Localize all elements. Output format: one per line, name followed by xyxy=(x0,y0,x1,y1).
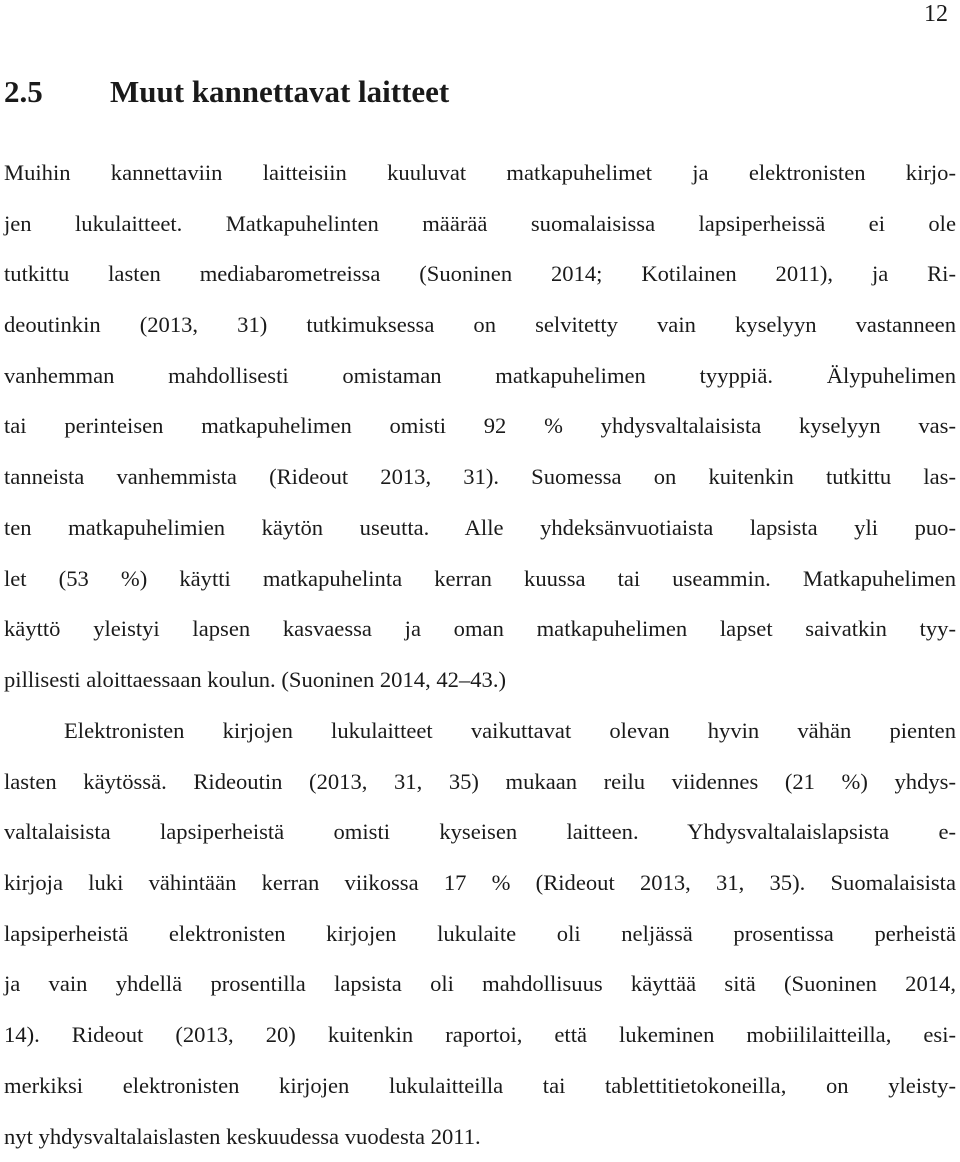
paragraph-line: tutkittu lasten mediabarometreissa (Suoninen 2014; Kotilainen 2011), ja Ri- xyxy=(4,249,956,300)
paragraph-line: pillisesti aloittaessaan koulun. (Suoninen 2014, 42–43.) xyxy=(4,655,956,706)
paragraph-line: deoutinkin (2013, 31) tutkimuksessa on selvitetty vain kyselyyn vastanneen xyxy=(4,300,956,351)
paragraph-line: ja vain yhdellä prosentilla lapsista oli mahdollisuus käyttää sitä (Suoninen 2014, xyxy=(4,959,956,1010)
paragraph-line: vanhemman mahdollisesti omistaman matkapuhelimen tyyppiä. Älypuhelimen xyxy=(4,351,956,402)
paragraph-line: jen lukulaitteet. Matkapuhelinten määrää suomalaisissa lapsiperheissä ei ole xyxy=(4,199,956,250)
section-title: Muut kannettavat laitteet xyxy=(110,74,449,109)
paragraph-line: lasten käytössä. Rideoutin (2013, 31, 35) mukaan reilu viidennes (21 %) yhdys- xyxy=(4,757,956,808)
section-number: 2.5 xyxy=(4,72,110,112)
page-number: 12 xyxy=(924,2,948,26)
paragraph-line: tanneista vanhemmista (Rideout 2013, 31). Suomessa on kuitenkin tutkittu las- xyxy=(4,452,956,503)
paragraph-line: käyttö yleistyi lapsen kasvaessa ja oman matkapuhelimen lapset saivatkin tyy- xyxy=(4,604,956,655)
paragraph-ebook-readers xyxy=(4,706,956,1162)
paragraph-mobile-phones xyxy=(4,148,956,706)
paragraph-line: Elektronisten kirjojen lukulaitteet vaikuttavat olevan hyvin vähän pienten xyxy=(4,706,956,757)
paragraph-line: ten matkapuhelimien käytön useutta. Alle yhdeksänvuotiaista lapsista yli puo- xyxy=(4,503,956,554)
paragraph-line: lapsiperheistä elektronisten kirjojen lukulaite oli neljässä prosentissa perheistä xyxy=(4,909,956,960)
paragraph-line: merkiksi elektronisten kirjojen lukulaitteilla tai tablettitietokoneilla, on yleisty- xyxy=(4,1061,956,1112)
paragraph-line: Muihin kannettaviin laitteisiin kuuluvat matkapuhelimet ja elektronisten kirjo- xyxy=(4,148,956,199)
section-heading xyxy=(4,72,449,112)
paragraph-line: let (53 %) käytti matkapuhelinta kerran kuussa tai useammin. Matkapuhelimen xyxy=(4,554,956,605)
paragraph-line: tai perinteisen matkapuhelimen omisti 92 % yhdysvaltalaisista kyselyyn vas- xyxy=(4,401,956,452)
paragraph-line: valtalaisista lapsiperheistä omisti kyseisen laitteen. Yhdysvaltalaislapsista e- xyxy=(4,807,956,858)
paragraph-line: kirjoja luki vähintään kerran viikossa 17 % (Rideout 2013, 31, 35). Suomalaisista xyxy=(4,858,956,909)
paragraph-line: nyt yhdysvaltalaislasten keskuudessa vuodesta 2011. xyxy=(4,1112,956,1162)
paragraph-line: 14). Rideout (2013, 20) kuitenkin raportoi, että lukeminen mobiililaitteilla, esi- xyxy=(4,1010,956,1061)
